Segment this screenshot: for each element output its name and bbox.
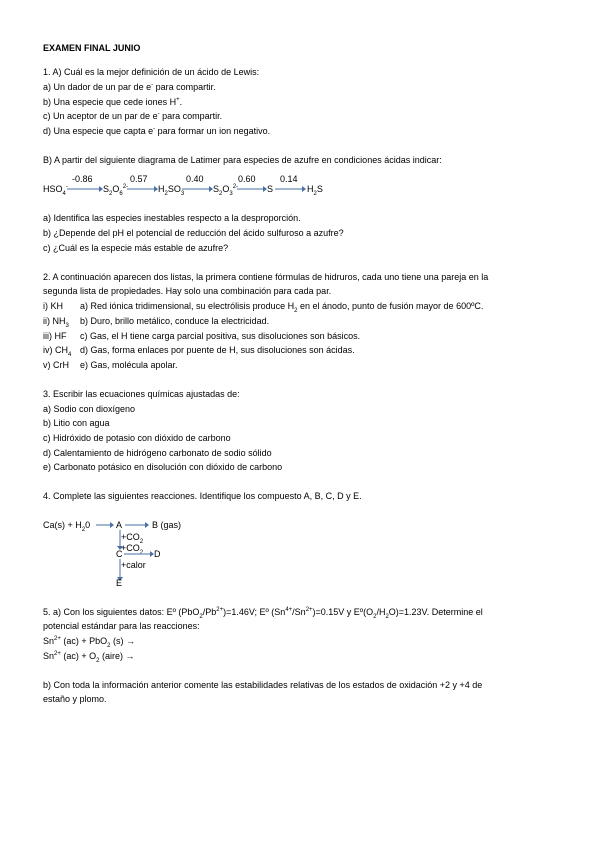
arrow-right-icon	[125, 521, 149, 529]
arrow-right-icon	[96, 521, 114, 529]
q1b-option-c: c) ¿Cuál es la especie más estable de azufre?	[43, 243, 229, 253]
q2-property-c: c) Gas, el H tiene carga parcial positiva, sus disoluciones son básicos.	[80, 331, 361, 341]
q2-hydride: v) CrH	[43, 360, 69, 370]
q3-stem: 3. Escribir las ecuaciones químicas ajustadas de:	[43, 389, 240, 399]
q3-item: e) Carbonato potásico en disolución con dióxido de carbono	[43, 462, 283, 472]
latimer-arrow-icon	[275, 184, 306, 192]
q3-item: c) Hidróxido de potasio con dióxido de carbono	[43, 433, 231, 443]
q2-property-b: b) Duro, brillo metálico, conduce la electricidad.	[80, 316, 270, 326]
q1b-stem: B) A partir del siguiente diagrama de Latimer para especies de azufre en condiciones ácidas indicar:	[43, 155, 442, 165]
latimer-species-s2o3: $S_2O_3^{2-}$	[213, 184, 239, 197]
latimer-species-s: S	[267, 184, 274, 194]
latimer-potential: 0.14	[280, 174, 298, 184]
q5-data-line: 5. a) Con los siguientes datos: Eº $(PbO_2/Pb^{2+})=1.46V$; Eº $(Sn^{4+}/Sn^{2+})=0.15V$ y $Eº(O_2/H_2O)=1.23V$. Determine el	[43, 607, 483, 620]
latimer-arrow-icon	[182, 184, 213, 192]
q1a-stem: 1. A) Cuál es la mejor definición de un ácido de Lewis:	[43, 67, 260, 77]
q1a-option-b: b) Una especie que cede iones H+.	[43, 97, 183, 107]
exam-title: EXAMEN FINAL JUNIO	[43, 43, 141, 53]
q2-hydride: ii) $NH_3$	[43, 316, 69, 329]
latimer-arrow-icon	[127, 184, 158, 192]
q4-stem: 4. Complete las siguientes reacciones. Identifique los compuesto A, B, C, D y E.	[43, 491, 362, 501]
q4-condition-heat: +calor	[121, 560, 146, 570]
q2-hydride: iv) $CH_4$	[43, 345, 72, 358]
latimer-species-hso4: $HSO_4^-$	[43, 184, 68, 197]
q5b-line1: b) Con toda la información anterior comente las estabilidades relativas de los estados de oxidación +2 y +4 de	[43, 680, 483, 690]
q4-compound-d: D	[154, 549, 161, 559]
q1a-option-d: d) Una especie que capta e- para formar un ion negativo.	[43, 126, 271, 136]
q5-reaction-2: $Sn^{2+}$ $(ac) + O_2$ (aire) →	[43, 651, 135, 664]
q2-stem-line2: segunda lista de propiedades. Hay solo una combinación para cada par.	[43, 286, 332, 296]
q5b-line2: estaño y plomo.	[43, 694, 107, 704]
q4-compound-b: B (gas)	[152, 520, 182, 530]
q1a-option-c: c) Un aceptor de un par de e- para compartir.	[43, 111, 223, 121]
q1b-option-b: b) ¿Depende del pH el potencial de reducción del ácido sulfuroso a azufre?	[43, 228, 344, 238]
latimer-arrow-icon	[67, 184, 103, 192]
q2-property-d: d) Gas, forma enlaces por puente de H, sus disoluciones son ácidas.	[80, 345, 355, 355]
latimer-arrow-icon	[237, 184, 267, 192]
q4-compound-c: C	[116, 549, 123, 559]
q5-reaction-1: $Sn^{2+}$ (ac) + PbO$_2$ (s) →	[43, 636, 135, 649]
latimer-potential: 0.57	[130, 174, 148, 184]
q4-reagent-co2-1: $+CO_2$	[121, 532, 144, 545]
q2-hydride: iii) HF	[43, 331, 67, 341]
q2-property-a: a) Red iónica tridimensional, su electrólisis produce $H_2$ en el ánodo, punto de fusión mayor de 600ºC.	[80, 301, 484, 314]
arrow-right-icon	[124, 550, 154, 558]
q1a-option-a: a) Un dador de un par de e- para compartir.	[43, 82, 216, 92]
q2-property-e: e) Gas, molécula apolar.	[80, 360, 178, 370]
q4-reactants: $Ca(s) + H_20$	[43, 520, 91, 533]
q2-stem-line1: 2. A continuación aparecen dos listas, la primera contiene fórmulas de hidruros, cada uno tiene una pareja en la	[43, 272, 489, 282]
q3-item: d) Calentamiento de hidrógeno carbonato de sodio sólido	[43, 448, 272, 458]
q3-item: a) Sodio con dioxígeno	[43, 404, 136, 414]
latimer-potential: 0.60	[238, 174, 256, 184]
q2-hydride: i) KH	[43, 301, 63, 311]
q4-reagent-co2-2: $+CO_2$	[121, 543, 144, 556]
latimer-species-h2s: $H_2S$	[307, 184, 323, 197]
q1b-option-a: a) Identifica las especies inestables respecto a la desproporción.	[43, 213, 301, 223]
q4-compound-a: A	[116, 520, 123, 530]
q3-item: b) Litio con agua	[43, 418, 110, 428]
latimer-species-h2so3: $H_2SO_3$	[158, 184, 185, 197]
q5-instruction: potencial estándar para las reacciones:	[43, 621, 200, 631]
latimer-potential: -0.86	[72, 174, 93, 184]
latimer-potential: 0.40	[186, 174, 204, 184]
q4-compound-e: E	[116, 578, 123, 588]
latimer-species-s2o6: $S_2O_6^{2-}$	[103, 184, 129, 197]
